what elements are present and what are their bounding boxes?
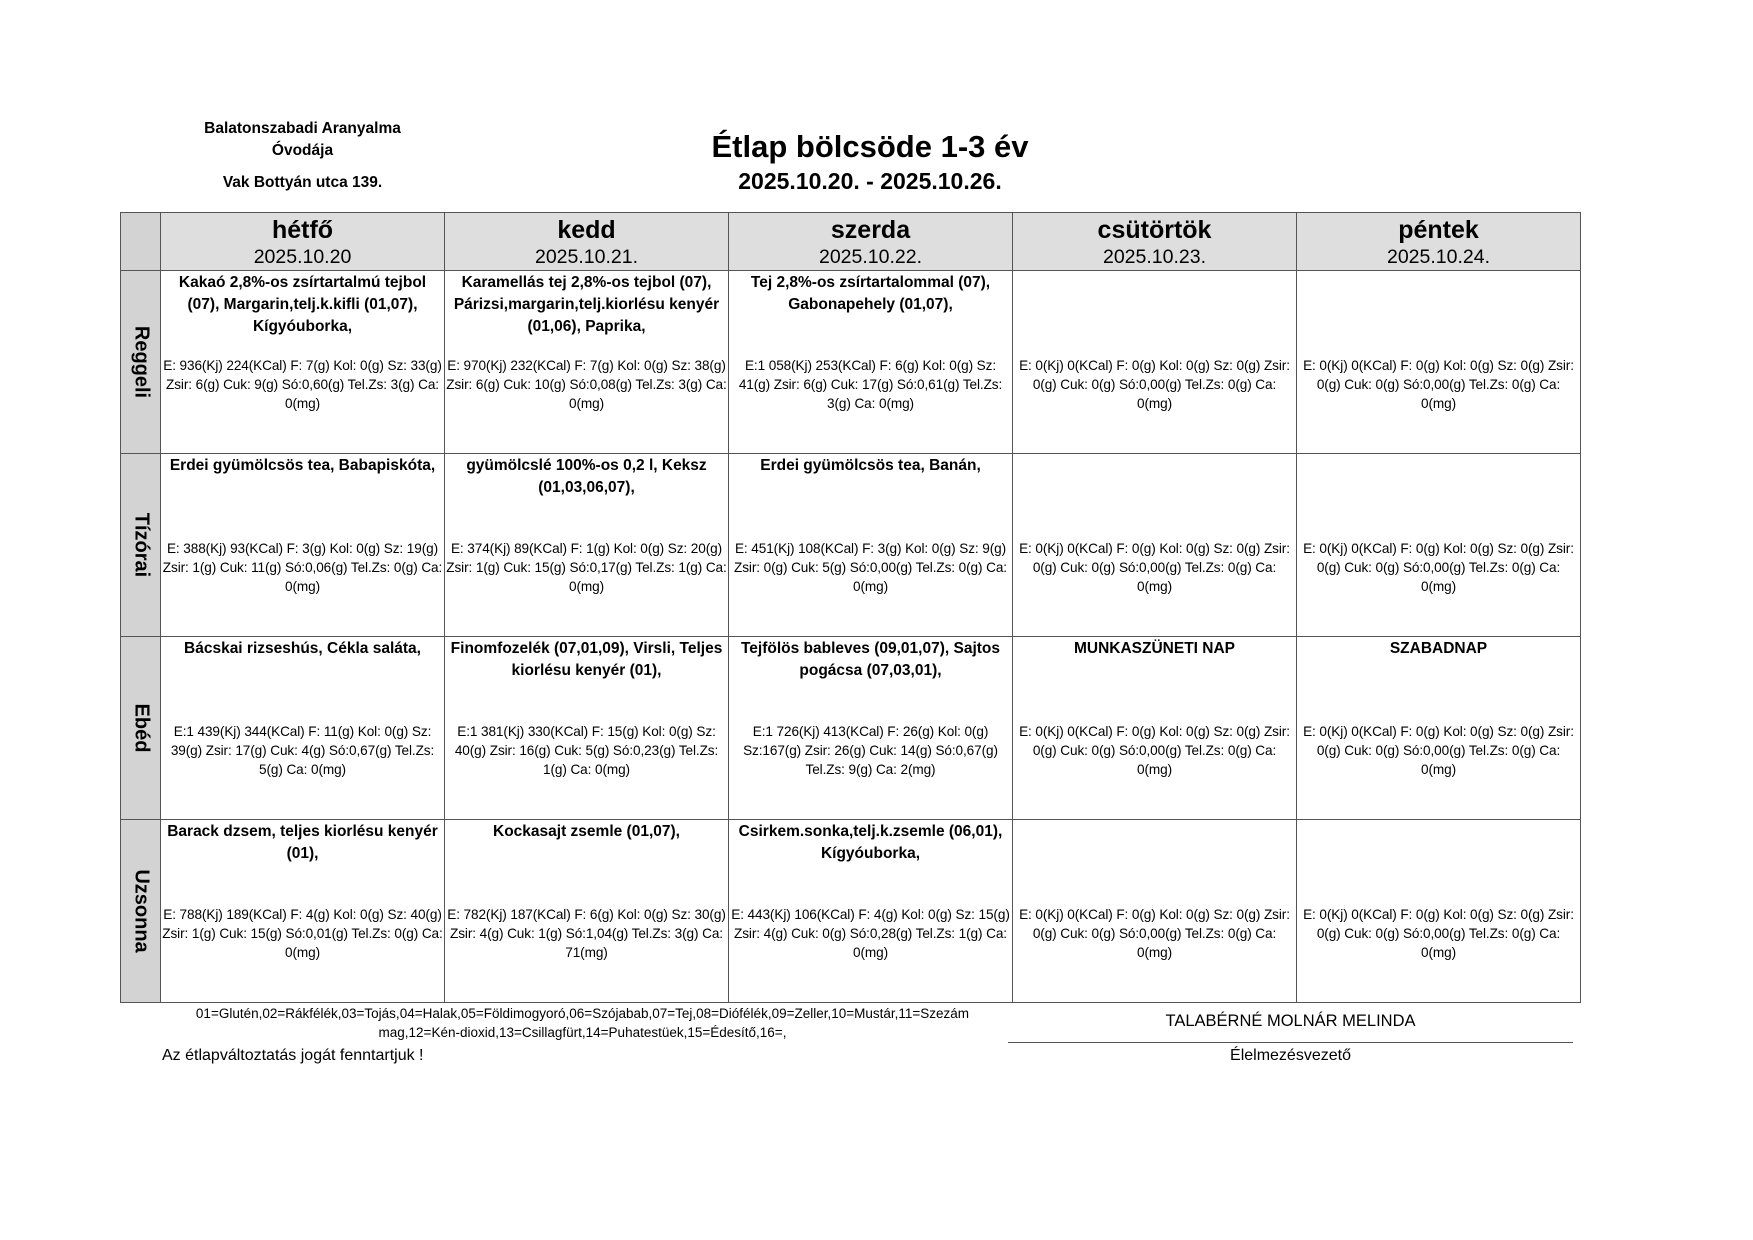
nutrition-text: E: 0(Kj) 0(KCal) F: 0(g) Kol: 0(g) Sz: 0(g) Zsir: 0(g) Cuk: 0(g) Só:0,00(g) Tel.Zs: 0(g) Ca: 0(mg) <box>1019 907 1290 960</box>
nutrition-text: E: 0(Kj) 0(KCal) F: 0(g) Kol: 0(g) Sz: 0(g) Zsir: 0(g) Cuk: 0(g) Só:0,00(g) Tel.Zs: 0(g) Ca: 0(mg) <box>1303 541 1574 594</box>
meal-label: Reggeli <box>130 325 152 399</box>
meal-label-cell <box>121 454 161 637</box>
day-header-friday <box>1297 213 1581 271</box>
food-text <box>1013 820 1296 821</box>
food-text: Erdei gyümölcsös tea, Banán, <box>760 457 981 474</box>
day-header-wednesday <box>729 213 1013 271</box>
food-text: Tejfölös bableves (09,01,07), Sajtos pogácsa (07,03,01), <box>740 640 1000 679</box>
nutrition-text: E:1 381(Kj) 330(KCal) F: 15(g) Kol: 0(g) Sz: 40(g) Zsir: 16(g) Cuk: 5(g) Só:0,23(g) Tel.Zs: 1(g) Ca: 0(mg) <box>454 724 719 777</box>
signer-name: TALABÉRNÉ MOLNÁR MELINDA <box>1008 1001 1573 1043</box>
change-notice: Az étlapváltoztatás jogát fenntartjuk ! <box>162 1047 424 1064</box>
food-text: gyümölcslé 100%-os 0,2 l, Keksz (01,03,06,07), <box>466 457 707 496</box>
menu-title-block <box>560 128 1180 196</box>
menu-period: 2025.10.20. - 2025.10.26. <box>738 168 1002 194</box>
institution-block <box>175 118 430 194</box>
menu-cell <box>161 454 445 637</box>
day-name: csütörtök <box>1097 215 1212 244</box>
food-text: Tej 2,8%-os zsírtartalommal (07), Gabonapehely (01,07), <box>750 274 991 313</box>
institution-name-line2: Óvodája <box>271 142 334 159</box>
nutrition-text: E: 936(Kj) 224(KCal) F: 7(g) Kol: 0(g) Sz: 33(g) Zsir: 6(g) Cuk: 9(g) Só:0,60(g) Tel.Zs: 3(g) Ca: 0(mg) <box>163 358 442 411</box>
nutrition-text: E: 788(Kj) 189(KCal) F: 4(g) Kol: 0(g) Sz: 40(g) Zsir: 1(g) Cuk: 15(g) Só:0,01(g) Tel.Zs: 0(g) Ca: 0(mg) <box>162 907 443 960</box>
menu-cell <box>445 271 729 454</box>
meal-label-cell <box>121 271 161 454</box>
food-text: Kakaó 2,8%-os zsírtartalmú tejbol (07), Margarin,telj.k.kifli (01,07), Kígyóuborka, <box>178 274 427 335</box>
day-date: 2025.10.22. <box>818 245 922 268</box>
food-text: Bácskai rizseshús, Cékla saláta, <box>184 640 421 657</box>
day-header-monday <box>161 213 445 271</box>
menu-cell <box>161 820 445 1003</box>
food-text: SZABADNAP <box>1389 640 1488 657</box>
day-date: 2025.10.21. <box>534 245 638 268</box>
nutrition-text: E: 388(Kj) 93(KCal) F: 3(g) Kol: 0(g) Sz: 19(g) Zsir: 1(g) Cuk: 11(g) Só:0,06(g) Tel.Zs: 0(g) Ca: 0(mg) <box>162 541 443 594</box>
food-text <box>1013 454 1296 455</box>
menu-cell <box>729 637 1013 820</box>
menu-cell <box>729 454 1013 637</box>
meal-label-cell <box>121 637 161 820</box>
food-text: MUNKASZÜNETI NAP <box>1073 640 1236 657</box>
meal-row-reggeli <box>121 271 1581 454</box>
meal-label-cell <box>121 820 161 1003</box>
menu-title: Étlap bölcsöde 1-3 év <box>711 129 1029 164</box>
nutrition-text: E: 374(Kj) 89(KCal) F: 1(g) Kol: 0(g) Sz: 20(g) Zsir: 1(g) Cuk: 15(g) Só:0,17(g) Tel.Zs: 1(g) Ca: 0(mg) <box>446 541 727 594</box>
day-date: 2025.10.24. <box>1386 245 1490 268</box>
food-text: Erdei gyümölcsös tea, Babapiskóta, <box>169 457 436 474</box>
menu-cell <box>161 271 445 454</box>
day-name: péntek <box>1398 215 1479 244</box>
menu-cell <box>445 454 729 637</box>
day-name: kedd <box>557 215 616 244</box>
menu-cell <box>445 820 729 1003</box>
food-text: Karamellás tej 2,8%-os tejbol (07), Párizsi,margarin,telj.kiorlésu kenyér (01,06), Paprika, <box>453 274 720 335</box>
menu-cell <box>1297 820 1581 1003</box>
nutrition-text: E: 0(Kj) 0(KCal) F: 0(g) Kol: 0(g) Sz: 0(g) Zsir: 0(g) Cuk: 0(g) Só:0,00(g) Tel.Zs: 0(g) Ca: 0(mg) <box>1303 724 1574 777</box>
signer-role: Élelmezésvezető <box>1230 1047 1351 1064</box>
day-date: 2025.10.23. <box>1102 245 1206 268</box>
day-name: szerda <box>830 215 911 244</box>
nutrition-text: E:1 726(Kj) 413(KCal) F: 26(g) Kol: 0(g) Sz:167(g) Zsir: 26(g) Cuk: 14(g) Só:0,67(g) Tel.Zs: 9(g) Ca: 2(mg) <box>743 724 998 777</box>
day-date: 2025.10.20 <box>253 245 352 268</box>
header-row <box>121 213 1581 271</box>
nutrition-text: E:1 439(Kj) 344(KCal) F: 11(g) Kol: 0(g) Sz: 39(g) Zsir: 17(g) Cuk: 4(g) Só:0,67(g) Tel.Zs: 5(g) Ca: 0(mg) <box>170 724 435 777</box>
nutrition-text: E: 0(Kj) 0(KCal) F: 0(g) Kol: 0(g) Sz: 0(g) Zsir: 0(g) Cuk: 0(g) Só:0,00(g) Tel.Zs: 0(g) Ca: 0(mg) <box>1303 358 1574 411</box>
food-text: Finomfozelék (07,01,09), Virsli, Teljes kiorlésu kenyér (01), <box>450 640 723 679</box>
nutrition-text: E: 443(Kj) 106(KCal) F: 4(g) Kol: 0(g) Sz: 15(g) Zsir: 4(g) Cuk: 0(g) Só:0,28(g) Tel.Zs: 1(g) Ca: 0(mg) <box>731 907 1010 960</box>
food-text: Barack dzsem, teljes kiorlésu kenyér (01), <box>167 823 438 862</box>
menu-cell <box>1013 820 1297 1003</box>
institution-name-line1: Balatonszabadi Aranyalma <box>204 120 401 137</box>
menu-cell <box>1013 454 1297 637</box>
allergen-legend: 01=Glutén,02=Rákfélék,03=Tojás,04=Halak,05=Földimogyoró,06=Szójabab,07=Tej,08=Diófélék,09=Zeller,10=Mustár,11=Szezám mag,12=Kén-dioxid,13=Csillagfürt,14=Puhatestüek,15=Édesítő,16=, <box>195 1006 970 1040</box>
menu-cell <box>729 820 1013 1003</box>
day-name: hétfő <box>271 215 334 244</box>
nutrition-text: E: 0(Kj) 0(KCal) F: 0(g) Kol: 0(g) Sz: 0(g) Zsir: 0(g) Cuk: 0(g) Só:0,00(g) Tel.Zs: 0(g) Ca: 0(mg) <box>1019 541 1290 594</box>
nutrition-text: E:1 058(Kj) 253(KCal) F: 6(g) Kol: 0(g) Sz: 41(g) Zsir: 6(g) Cuk: 17(g) Só:0,61(g) Tel.Zs: 3(g) Ca: 0(mg) <box>738 358 1003 411</box>
nutrition-text: E: 451(Kj) 108(KCal) F: 3(g) Kol: 0(g) Sz: 9(g) Zsir: 0(g) Cuk: 5(g) Só:0,00(g) Tel.Zs: 0(g) Ca: 0(mg) <box>734 541 1007 594</box>
food-text <box>1297 820 1580 821</box>
menu-cell <box>445 637 729 820</box>
meal-label: Uzsonna <box>130 869 152 953</box>
menu-cell <box>1013 271 1297 454</box>
food-text: Kockasajt zsemle (01,07), <box>493 823 680 840</box>
nutrition-text: E: 970(Kj) 232(KCal) F: 7(g) Kol: 0(g) Sz: 38(g) Zsir: 6(g) Cuk: 10(g) Só:0,08(g) Tel.Zs: 3(g) Ca: 0(mg) <box>446 358 727 411</box>
food-text <box>1013 271 1296 272</box>
meal-row-tizorai <box>121 454 1581 637</box>
food-text <box>1297 271 1580 272</box>
menu-cell <box>729 271 1013 454</box>
nutrition-text: E: 0(Kj) 0(KCal) F: 0(g) Kol: 0(g) Sz: 0(g) Zsir: 0(g) Cuk: 0(g) Só:0,00(g) Tel.Zs: 0(g) Ca: 0(mg) <box>1019 358 1290 411</box>
food-text: Csirkem.sonka,telj.k.zsemle (06,01), Kígyóuborka, <box>738 823 1003 862</box>
menu-cell <box>161 637 445 820</box>
menu-cell <box>1297 454 1581 637</box>
meal-row-ebed <box>121 637 1581 820</box>
menu-cell <box>1297 637 1581 820</box>
corner-cell <box>121 213 161 271</box>
meal-label: Ebéd <box>130 703 152 753</box>
menu-cell <box>1297 271 1581 454</box>
weekly-menu-table <box>120 212 1581 1003</box>
day-header-tuesday <box>445 213 729 271</box>
day-header-thursday <box>1013 213 1297 271</box>
food-text <box>1297 454 1580 455</box>
nutrition-text: E: 782(Kj) 187(KCal) F: 6(g) Kol: 0(g) Sz: 30(g) Zsir: 4(g) Cuk: 1(g) Só:1,04(g) Tel.Zs: 3(g) Ca: 71(mg) <box>447 907 726 960</box>
meal-label: Tízórai <box>130 512 152 578</box>
nutrition-text: E: 0(Kj) 0(KCal) F: 0(g) Kol: 0(g) Sz: 0(g) Zsir: 0(g) Cuk: 0(g) Só:0,00(g) Tel.Zs: 0(g) Ca: 0(mg) <box>1019 724 1290 777</box>
institution-address: Vak Bottyán utca 139. <box>222 174 383 191</box>
nutrition-text: E: 0(Kj) 0(KCal) F: 0(g) Kol: 0(g) Sz: 0(g) Zsir: 0(g) Cuk: 0(g) Só:0,00(g) Tel.Zs: 0(g) Ca: 0(mg) <box>1303 907 1574 960</box>
menu-cell <box>1013 637 1297 820</box>
meal-row-uzsonna <box>121 820 1581 1003</box>
